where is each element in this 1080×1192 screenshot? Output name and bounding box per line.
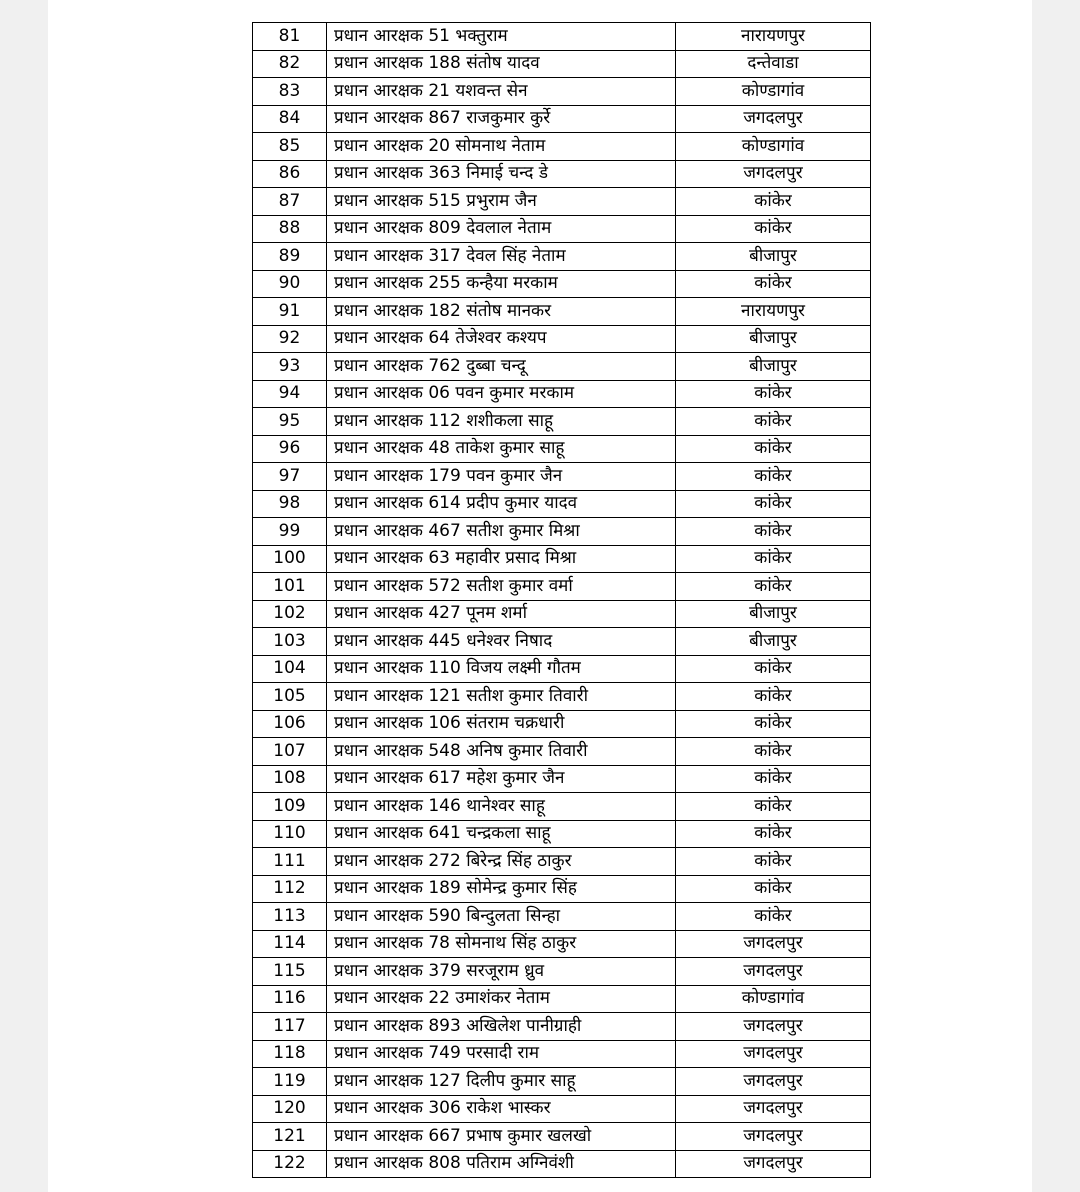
serial-number-cell: 114	[253, 930, 327, 958]
name-cell: प्रधान आरक्षक 548 अनिष कुमार तिवारी	[327, 738, 676, 766]
name-cell: प्रधान आरक्षक 48 ताकेश कुमार साहू	[327, 435, 676, 463]
name-cell: प्रधान आरक्षक 110 विजय लक्ष्मी गौतम	[327, 655, 676, 683]
name-cell: प्रधान आरक्षक 121 सतीश कुमार तिवारी	[327, 683, 676, 711]
name-cell: प्रधान आरक्षक 363 निमाई चन्द डे	[327, 160, 676, 188]
serial-number-cell: 92	[253, 325, 327, 353]
name-cell: प्रधान आरक्षक 06 पवन कुमार मरकाम	[327, 380, 676, 408]
serial-number-cell: 98	[253, 490, 327, 518]
name-cell: प्रधान आरक्षक 590 बिन्दुलता सिन्हा	[327, 903, 676, 931]
serial-number-cell: 97	[253, 463, 327, 491]
district-cell: कांकेर	[676, 463, 871, 491]
table-row	[253, 50, 871, 78]
district-cell: बीजापुर	[676, 243, 871, 271]
serial-number-cell: 104	[253, 655, 327, 683]
district-cell: कांकेर	[676, 820, 871, 848]
name-cell: प्रधान आरक्षक 445 धनेश्वर निषाद	[327, 628, 676, 656]
district-cell: कांकेर	[676, 765, 871, 793]
district-cell: कांकेर	[676, 903, 871, 931]
name-cell: प्रधान आरक्षक 22 उमाशंकर नेताम	[327, 985, 676, 1013]
name-cell: प्रधान आरक्षक 106 संतराम चक्रधारी	[327, 710, 676, 738]
table-row	[253, 600, 871, 628]
district-cell: कांकेर	[676, 380, 871, 408]
table-row	[253, 270, 871, 298]
serial-number-cell: 88	[253, 215, 327, 243]
table-row	[253, 160, 871, 188]
table-row	[253, 353, 871, 381]
table-row	[253, 215, 871, 243]
district-cell: कांकेर	[676, 875, 871, 903]
district-cell: बीजापुर	[676, 628, 871, 656]
district-cell: कांकेर	[676, 270, 871, 298]
name-cell: प्रधान आरक्षक 749 परसादी राम	[327, 1040, 676, 1068]
district-cell: जगदलपुर	[676, 1095, 871, 1123]
table-row	[253, 930, 871, 958]
serial-number-cell: 103	[253, 628, 327, 656]
serial-number-cell: 99	[253, 518, 327, 546]
serial-number-cell: 110	[253, 820, 327, 848]
table-row	[253, 710, 871, 738]
name-cell: प्रधान आरक्षक 127 दिलीप कुमार साहू	[327, 1068, 676, 1096]
table-row	[253, 765, 871, 793]
serial-number-cell: 107	[253, 738, 327, 766]
serial-number-cell: 87	[253, 188, 327, 216]
name-cell: प्रधान आरक्षक 112 शशीकला साहू	[327, 408, 676, 436]
district-cell: कांकेर	[676, 435, 871, 463]
serial-number-cell: 96	[253, 435, 327, 463]
table-row	[253, 133, 871, 161]
name-cell: प्रधान आरक्षक 867 राजकुमार कुर्रे	[327, 105, 676, 133]
serial-number-cell: 95	[253, 408, 327, 436]
district-cell: कांकेर	[676, 710, 871, 738]
name-cell: प्रधान आरक्षक 20 सोमनाथ नेताम	[327, 133, 676, 161]
district-cell: कोण्डागांव	[676, 133, 871, 161]
table-row	[253, 820, 871, 848]
district-cell: नारायणपुर	[676, 23, 871, 51]
serial-number-cell: 122	[253, 1150, 327, 1178]
district-cell: कांकेर	[676, 793, 871, 821]
table-row	[253, 298, 871, 326]
serial-number-cell: 111	[253, 848, 327, 876]
table-row	[253, 958, 871, 986]
table-row	[253, 1150, 871, 1178]
table-row	[253, 463, 871, 491]
district-cell: जगदलपुर	[676, 160, 871, 188]
name-cell: प्रधान आरक्षक 189 सोमेन्द्र कुमार सिंह	[327, 875, 676, 903]
district-cell: कांकेर	[676, 545, 871, 573]
table-row	[253, 875, 871, 903]
serial-number-cell: 113	[253, 903, 327, 931]
district-cell: जगदलपुर	[676, 1013, 871, 1041]
table-row	[253, 518, 871, 546]
name-cell: प्रधान आरक्षक 809 देवलाल नेताम	[327, 215, 676, 243]
document-page	[48, 0, 1032, 1192]
name-cell: प्रधान आरक्षक 64 तेजेश्वर कश्यप	[327, 325, 676, 353]
serial-number-cell: 94	[253, 380, 327, 408]
table-row	[253, 23, 871, 51]
district-cell: जगदलपुर	[676, 1123, 871, 1151]
name-cell: प्रधान आरक्षक 179 पवन कुमार जैन	[327, 463, 676, 491]
district-cell: जगदलपुर	[676, 1040, 871, 1068]
table-row	[253, 1068, 871, 1096]
district-cell: कांकेर	[676, 490, 871, 518]
name-cell: प्रधान आरक्षक 272 बिरेन्द्र सिंह ठाकुर	[327, 848, 676, 876]
serial-number-cell: 119	[253, 1068, 327, 1096]
table-row	[253, 545, 871, 573]
table-row	[253, 325, 871, 353]
table-row	[253, 985, 871, 1013]
serial-number-cell: 106	[253, 710, 327, 738]
district-cell: कांकेर	[676, 518, 871, 546]
serial-number-cell: 81	[253, 23, 327, 51]
table-row	[253, 683, 871, 711]
serial-number-cell: 121	[253, 1123, 327, 1151]
serial-number-cell: 83	[253, 78, 327, 106]
table-row	[253, 848, 871, 876]
district-cell: कांकेर	[676, 573, 871, 601]
serial-number-cell: 101	[253, 573, 327, 601]
serial-number-cell: 86	[253, 160, 327, 188]
district-cell: नारायणपुर	[676, 298, 871, 326]
name-cell: प्रधान आरक्षक 188 संतोष यादव	[327, 50, 676, 78]
serial-number-cell: 90	[253, 270, 327, 298]
serial-number-cell: 82	[253, 50, 327, 78]
name-cell: प्रधान आरक्षक 306 राकेश भास्कर	[327, 1095, 676, 1123]
district-cell: जगदलपुर	[676, 930, 871, 958]
table-row	[253, 1013, 871, 1041]
serial-number-cell: 115	[253, 958, 327, 986]
name-cell: प्रधान आरक्षक 667 प्रभाष कुमार खलखो	[327, 1123, 676, 1151]
name-cell: प्रधान आरक्षक 21 यशवन्त सेन	[327, 78, 676, 106]
name-cell: प्रधान आरक्षक 182 संतोष मानकर	[327, 298, 676, 326]
personnel-table-body	[253, 23, 871, 1178]
district-cell: जगदलपुर	[676, 958, 871, 986]
name-cell: प्रधान आरक्षक 427 पूनम शर्मा	[327, 600, 676, 628]
table-row	[253, 655, 871, 683]
district-cell: दन्तेवाडा	[676, 50, 871, 78]
table-row	[253, 490, 871, 518]
table-row	[253, 380, 871, 408]
table-row	[253, 738, 871, 766]
district-cell: कांकेर	[676, 408, 871, 436]
district-cell: कोण्डागांव	[676, 78, 871, 106]
district-cell: कोण्डागांव	[676, 985, 871, 1013]
name-cell: प्रधान आरक्षक 808 पतिराम अग्निवंशी	[327, 1150, 676, 1178]
district-cell: जगदलपुर	[676, 1068, 871, 1096]
serial-number-cell: 85	[253, 133, 327, 161]
serial-number-cell: 109	[253, 793, 327, 821]
district-cell: कांकेर	[676, 188, 871, 216]
table-row	[253, 793, 871, 821]
serial-number-cell: 102	[253, 600, 327, 628]
serial-number-cell: 120	[253, 1095, 327, 1123]
serial-number-cell: 112	[253, 875, 327, 903]
serial-number-cell: 108	[253, 765, 327, 793]
district-cell: कांकेर	[676, 738, 871, 766]
district-cell: बीजापुर	[676, 600, 871, 628]
name-cell: प्रधान आरक्षक 146 थानेश्वर साहू	[327, 793, 676, 821]
district-cell: कांकेर	[676, 848, 871, 876]
personnel-table	[252, 22, 871, 1178]
serial-number-cell: 117	[253, 1013, 327, 1041]
table-row	[253, 188, 871, 216]
serial-number-cell: 91	[253, 298, 327, 326]
serial-number-cell: 118	[253, 1040, 327, 1068]
district-cell: कांकेर	[676, 215, 871, 243]
serial-number-cell: 93	[253, 353, 327, 381]
table-row	[253, 628, 871, 656]
district-cell: जगदलपुर	[676, 105, 871, 133]
name-cell: प्रधान आरक्षक 63 महावीर प्रसाद मिश्रा	[327, 545, 676, 573]
name-cell: प्रधान आरक्षक 762 दुब्बा चन्दू	[327, 353, 676, 381]
name-cell: प्रधान आरक्षक 572 सतीश कुमार वर्मा	[327, 573, 676, 601]
district-cell: कांकेर	[676, 655, 871, 683]
name-cell: प्रधान आरक्षक 379 सरजूराम ध्रुव	[327, 958, 676, 986]
name-cell: प्रधान आरक्षक 893 अखिलेश पानीग्राही	[327, 1013, 676, 1041]
name-cell: प्रधान आरक्षक 617 महेश कुमार जैन	[327, 765, 676, 793]
table-row	[253, 1123, 871, 1151]
table-row	[253, 903, 871, 931]
serial-number-cell: 100	[253, 545, 327, 573]
serial-number-cell: 116	[253, 985, 327, 1013]
serial-number-cell: 89	[253, 243, 327, 271]
name-cell: प्रधान आरक्षक 467 सतीश कुमार मिश्रा	[327, 518, 676, 546]
table-row	[253, 1095, 871, 1123]
name-cell: प्रधान आरक्षक 317 देवल सिंह नेताम	[327, 243, 676, 271]
table-row	[253, 105, 871, 133]
serial-number-cell: 105	[253, 683, 327, 711]
table-row	[253, 78, 871, 106]
name-cell: प्रधान आरक्षक 641 चन्द्रकला साहू	[327, 820, 676, 848]
table-row	[253, 573, 871, 601]
district-cell: बीजापुर	[676, 325, 871, 353]
table-row	[253, 408, 871, 436]
name-cell: प्रधान आरक्षक 78 सोमनाथ सिंह ठाकुर	[327, 930, 676, 958]
district-cell: बीजापुर	[676, 353, 871, 381]
table-row	[253, 243, 871, 271]
name-cell: प्रधान आरक्षक 515 प्रभुराम जैन	[327, 188, 676, 216]
district-cell: कांकेर	[676, 683, 871, 711]
table-row	[253, 435, 871, 463]
table-row	[253, 1040, 871, 1068]
name-cell: प्रधान आरक्षक 614 प्रदीप कुमार यादव	[327, 490, 676, 518]
name-cell: प्रधान आरक्षक 255 कन्हैया मरकाम	[327, 270, 676, 298]
name-cell: प्रधान आरक्षक 51 भक्तुराम	[327, 23, 676, 51]
serial-number-cell: 84	[253, 105, 327, 133]
district-cell: जगदलपुर	[676, 1150, 871, 1178]
